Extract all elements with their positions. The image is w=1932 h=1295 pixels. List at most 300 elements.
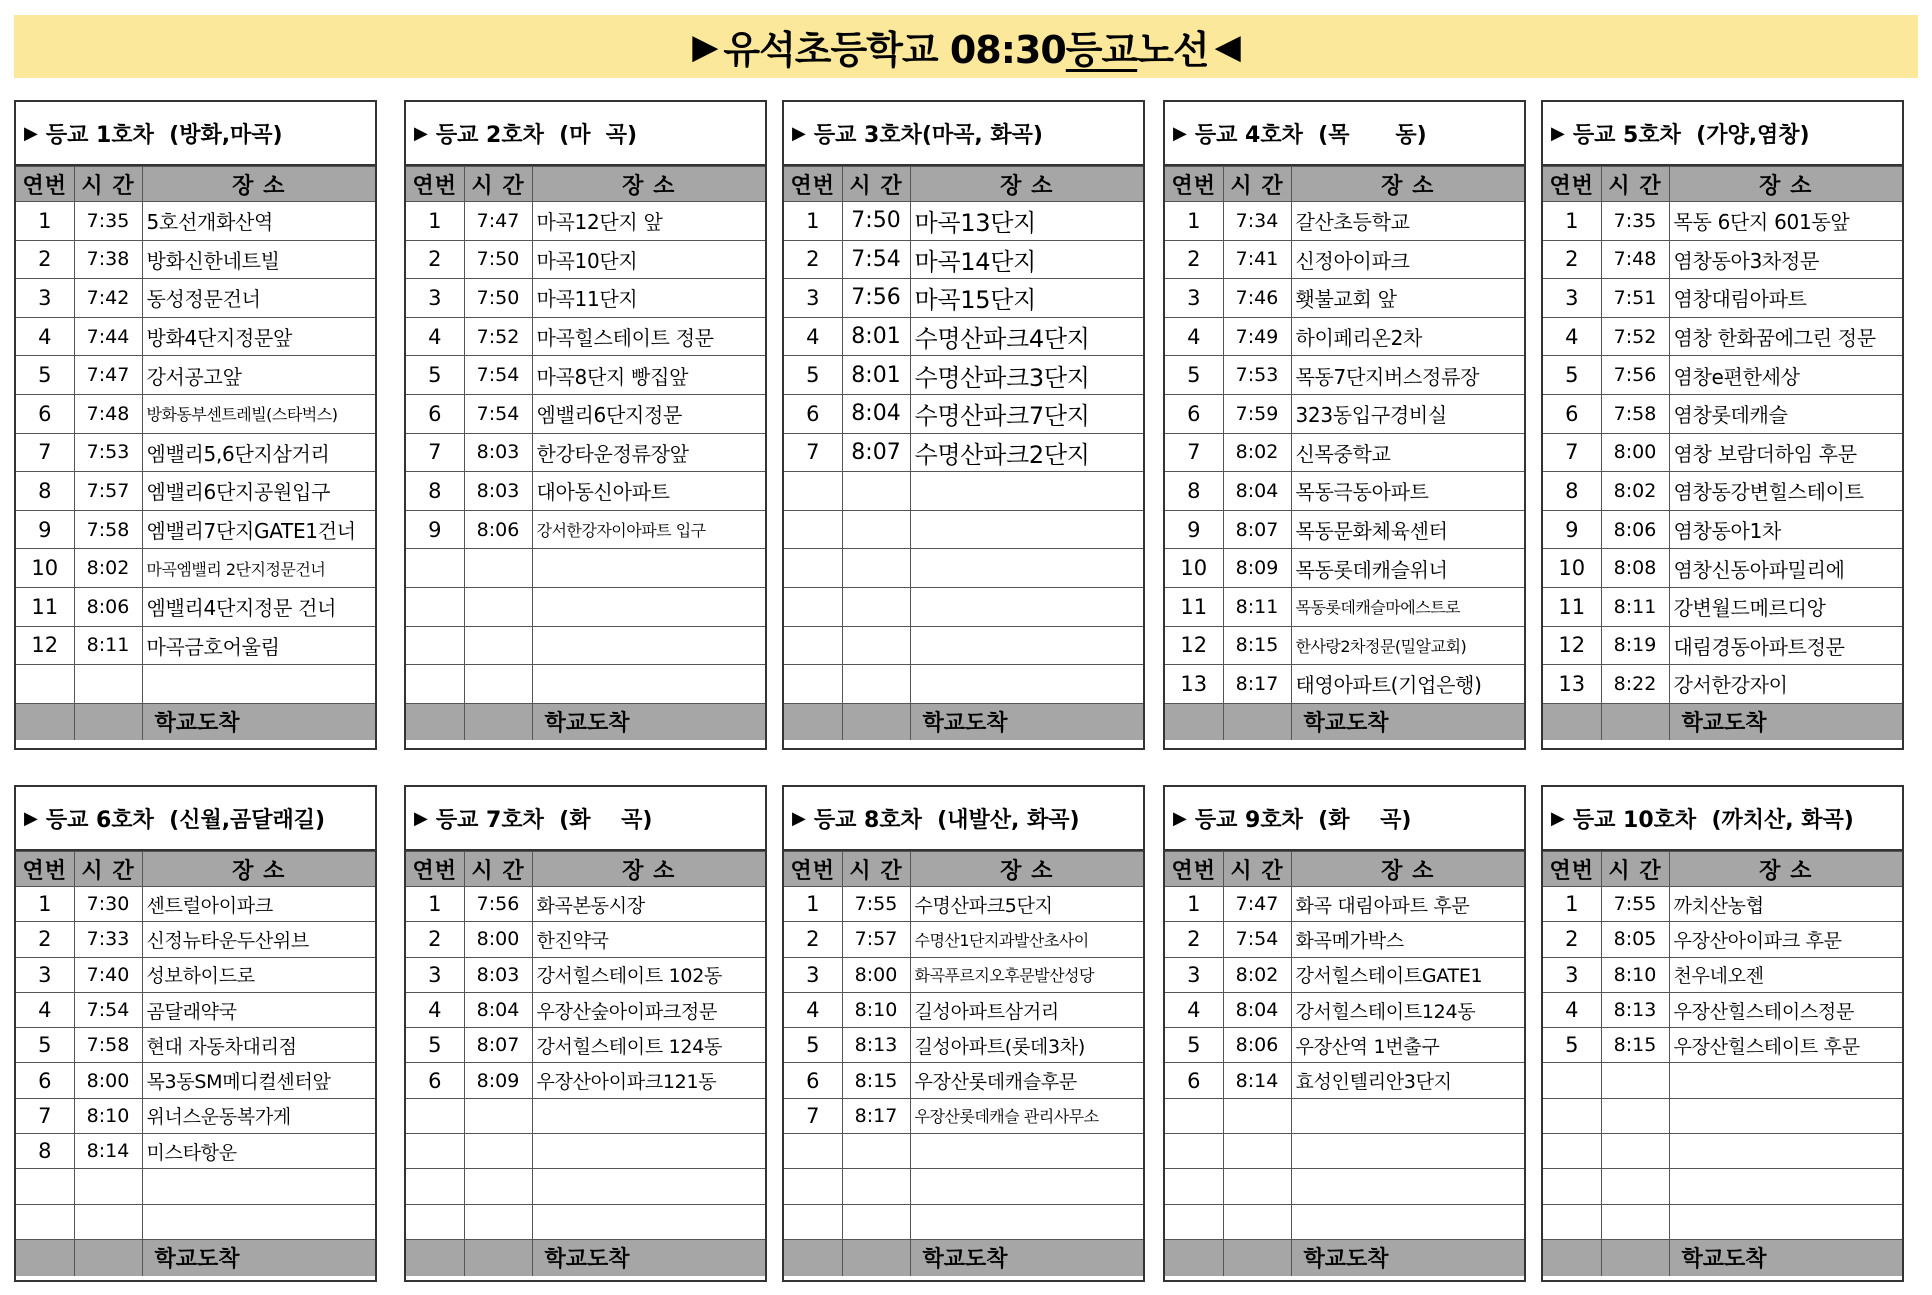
triangle-icon: ▶	[1173, 122, 1187, 144]
cell-time: 7:35	[1601, 202, 1669, 241]
cell-place	[910, 665, 1143, 704]
cell-no: 2	[784, 240, 842, 279]
cell-no: 10	[1543, 549, 1601, 588]
cell-place: 갈산초등학교	[1291, 202, 1524, 241]
cell-no: 11	[1165, 587, 1223, 626]
cell-no: 6	[16, 1063, 74, 1098]
table-row	[1543, 433, 1902, 472]
cell-place: 까치산농협	[1669, 887, 1902, 922]
cell-time: 8:00	[464, 922, 532, 957]
cell-no	[784, 626, 842, 665]
cell-place	[1291, 1204, 1524, 1239]
cell-no: 3	[16, 957, 74, 992]
footer-blank	[1223, 1239, 1291, 1276]
cell-no: 1	[1543, 887, 1601, 922]
cell-time: 7:56	[842, 279, 910, 318]
table-row	[784, 317, 1143, 356]
footer-blank	[1601, 1239, 1669, 1276]
table-row	[406, 1204, 765, 1239]
cell-no	[784, 472, 842, 511]
cell-no: 1	[1543, 202, 1601, 241]
cell-time: 7:47	[74, 356, 142, 395]
cell-time: 8:00	[1601, 433, 1669, 472]
cell-place: 엠밸리4단지정문 건너	[142, 587, 375, 626]
cell-place: 강서힐스테이트 102동	[532, 957, 765, 992]
footer-blank	[74, 703, 142, 740]
table-row	[1165, 1098, 1524, 1133]
footer-blank	[784, 703, 842, 740]
cell-time: 7:50	[842, 202, 910, 241]
cell-time	[1223, 1169, 1291, 1204]
table-row	[406, 922, 765, 957]
route-table-1	[14, 100, 377, 750]
cell-place	[910, 510, 1143, 549]
table-row	[406, 240, 765, 279]
table-row	[1165, 202, 1524, 241]
table-row	[406, 1169, 765, 1204]
cell-place: 우장산힐스테이스정문	[1669, 992, 1902, 1027]
route-title	[784, 102, 1143, 166]
cell-time	[464, 1169, 532, 1204]
cell-place	[910, 587, 1143, 626]
schedule-table	[784, 851, 1143, 1276]
cell-time: 7:58	[74, 1028, 142, 1063]
route-title-text: 등교 8호차 (내발산, 화곡)	[813, 807, 1080, 833]
cell-no: 9	[406, 510, 464, 549]
cell-time	[1601, 1098, 1669, 1133]
cell-no	[784, 1204, 842, 1239]
table-row	[16, 1204, 375, 1239]
header-place: 장 소	[910, 167, 1143, 202]
table-row	[1165, 626, 1524, 665]
table-row	[784, 356, 1143, 395]
cell-time: 7:58	[74, 510, 142, 549]
cell-no: 3	[784, 957, 842, 992]
cell-place: 성보하이드로	[142, 957, 375, 992]
cell-no: 6	[784, 394, 842, 433]
cell-place: 수명산파크7단지	[910, 394, 1143, 433]
cell-place: 방화4단지정문앞	[142, 317, 375, 356]
cell-place: 염창 한화꿈에그린 정문	[1669, 317, 1902, 356]
cell-place	[142, 665, 375, 704]
table-row	[784, 922, 1143, 957]
cell-time: 8:04	[1223, 992, 1291, 1027]
cell-no: 7	[784, 1098, 842, 1133]
left-triangle-icon: ◀	[1214, 26, 1240, 67]
cell-time: 8:13	[842, 1028, 910, 1063]
table-row	[1543, 1063, 1902, 1098]
cell-place: 신정뉴타운두산위브	[142, 922, 375, 957]
table-row	[16, 472, 375, 511]
table-row	[16, 922, 375, 957]
cell-no: 3	[1165, 279, 1223, 318]
header-time: 시 간	[1601, 167, 1669, 202]
cell-place: 강서힐스테이트 124동	[532, 1028, 765, 1063]
cell-no: 2	[1165, 922, 1223, 957]
cell-place: 염창동강변힐스테이트	[1669, 472, 1902, 511]
header-place: 장 소	[1669, 852, 1902, 887]
header-place: 장 소	[532, 167, 765, 202]
school-arrival-label: 학교도착	[910, 1239, 1143, 1276]
cell-no	[406, 665, 464, 704]
cell-time: 8:09	[464, 1063, 532, 1098]
table-row	[1543, 1028, 1902, 1063]
route-title-text: 등교 3호차(마곡, 화곡)	[813, 122, 1043, 148]
cell-time: 8:03	[464, 957, 532, 992]
table-row	[784, 279, 1143, 318]
cell-time: 8:11	[74, 626, 142, 665]
table-row	[16, 202, 375, 241]
cell-time	[842, 510, 910, 549]
cell-no: 2	[1543, 922, 1601, 957]
table-row	[406, 626, 765, 665]
cell-time: 7:47	[1223, 887, 1291, 922]
cell-place: 하이페리온2차	[1291, 317, 1524, 356]
table-row	[16, 433, 375, 472]
table-row	[1165, 992, 1524, 1027]
cell-time	[842, 549, 910, 588]
cell-place: 마곡15단지	[910, 279, 1143, 318]
table-row	[406, 887, 765, 922]
cell-place: 마곡11단지	[532, 279, 765, 318]
cell-place: 목동극동아파트	[1291, 472, 1524, 511]
cell-place	[532, 1134, 765, 1169]
table-row	[406, 1063, 765, 1098]
cell-place	[532, 1204, 765, 1239]
triangle-icon: ▶	[1173, 807, 1187, 829]
cell-place: 목동문화체육센터	[1291, 510, 1524, 549]
footer-blank	[16, 1239, 74, 1276]
cell-time: 8:11	[1601, 587, 1669, 626]
cell-place: 방화신한네트빌	[142, 240, 375, 279]
cell-place: 태영아파트(기업은행)	[1291, 665, 1524, 704]
cell-time: 7:50	[464, 240, 532, 279]
schedule-table	[1543, 166, 1902, 740]
cell-place: 우장산역 1번출구	[1291, 1028, 1524, 1063]
cell-no: 8	[1543, 472, 1601, 511]
header-time: 시 간	[1601, 852, 1669, 887]
table-row	[1165, 433, 1524, 472]
header-no: 연번	[1543, 852, 1601, 887]
cell-no	[784, 510, 842, 549]
cell-place: 수명산1단지과발산초사이	[910, 922, 1143, 957]
cell-no: 7	[1165, 433, 1223, 472]
cell-no: 5	[784, 356, 842, 395]
cell-place: 수명산파크2단지	[910, 433, 1143, 472]
cell-no: 11	[16, 587, 74, 626]
table-row	[784, 626, 1143, 665]
cell-time	[842, 1169, 910, 1204]
cell-place	[1669, 1063, 1902, 1098]
cell-place: 대아동신아파트	[532, 472, 765, 511]
table-row	[16, 394, 375, 433]
cell-place: 엠밸리6단지정문	[532, 394, 765, 433]
cell-time: 7:58	[1601, 394, 1669, 433]
cell-no: 4	[1543, 317, 1601, 356]
cell-place: 신정아이파크	[1291, 240, 1524, 279]
route-title	[1165, 102, 1524, 166]
cell-no: 4	[784, 317, 842, 356]
table-row	[16, 240, 375, 279]
page-title	[14, 15, 1918, 78]
header-time: 시 간	[842, 167, 910, 202]
cell-place	[532, 587, 765, 626]
cell-place	[910, 549, 1143, 588]
cell-no: 9	[1165, 510, 1223, 549]
table-row	[16, 665, 375, 704]
triangle-icon: ▶	[414, 807, 428, 829]
cell-no	[1543, 1204, 1601, 1239]
footer-blank	[842, 1239, 910, 1276]
cell-no	[16, 1204, 74, 1239]
cell-place	[1669, 1204, 1902, 1239]
school-arrival-label: 학교도착	[142, 1239, 375, 1276]
cell-place	[532, 626, 765, 665]
cell-no: 8	[1165, 472, 1223, 511]
cell-place: 현대 자동차대리점	[142, 1028, 375, 1063]
cell-place: 강서한강자이아파트 입구	[532, 510, 765, 549]
cell-no: 3	[16, 279, 74, 318]
cell-time	[1601, 1169, 1669, 1204]
route-title	[16, 102, 375, 166]
cell-time: 7:57	[74, 472, 142, 511]
route-title-text: 등교 6호차 (신월,곰달래길)	[45, 807, 326, 833]
page-title-underlined: 등교	[1065, 28, 1138, 72]
cell-time	[74, 1169, 142, 1204]
cell-time: 7:51	[1601, 279, 1669, 318]
cell-time: 8:09	[1223, 549, 1291, 588]
cell-no: 12	[1165, 626, 1223, 665]
school-arrival-label: 학교도착	[1669, 1239, 1902, 1276]
table-row	[16, 356, 375, 395]
cell-place: 수명산파크5단지	[910, 887, 1143, 922]
schedule-table	[1165, 851, 1524, 1276]
table-row	[16, 279, 375, 318]
cell-time: 8:05	[1601, 922, 1669, 957]
cell-no	[1165, 1134, 1223, 1169]
table-row	[406, 317, 765, 356]
cell-time: 8:15	[842, 1063, 910, 1098]
cell-no: 4	[406, 992, 464, 1027]
table-row	[784, 202, 1143, 241]
cell-no	[784, 587, 842, 626]
table-row	[406, 433, 765, 472]
cell-time: 7:54	[464, 356, 532, 395]
cell-time: 7:44	[74, 317, 142, 356]
cell-time: 7:47	[464, 202, 532, 241]
cell-time	[1223, 1204, 1291, 1239]
cell-no: 5	[1543, 1028, 1601, 1063]
cell-no: 9	[1543, 510, 1601, 549]
cell-place	[910, 472, 1143, 511]
cell-place: 한진약국	[532, 922, 765, 957]
cell-place	[532, 665, 765, 704]
footer-blank	[784, 1239, 842, 1276]
footer-blank	[1601, 703, 1669, 740]
route-title	[406, 787, 765, 851]
cell-time: 8:07	[842, 433, 910, 472]
triangle-icon: ▶	[1551, 122, 1565, 144]
footer-blank	[406, 1239, 464, 1276]
cell-time: 8:03	[464, 433, 532, 472]
route-table-4	[1163, 100, 1526, 750]
table-row	[784, 587, 1143, 626]
cell-no	[1543, 1063, 1601, 1098]
footer-blank	[406, 703, 464, 740]
cell-place: 한사랑2차정문(밀알교회)	[1291, 626, 1524, 665]
cell-time: 7:34	[1223, 202, 1291, 241]
cell-place	[910, 1204, 1143, 1239]
cell-time: 7:40	[74, 957, 142, 992]
cell-time	[1223, 1134, 1291, 1169]
table-row	[16, 992, 375, 1027]
table-row	[784, 887, 1143, 922]
cell-time	[464, 1134, 532, 1169]
table-row	[16, 510, 375, 549]
table-row	[1165, 665, 1524, 704]
table-row	[16, 1063, 375, 1098]
cell-place: 목동롯데캐슬위너	[1291, 549, 1524, 588]
cell-no: 8	[16, 472, 74, 511]
cell-time: 8:13	[1601, 992, 1669, 1027]
cell-time: 8:17	[842, 1098, 910, 1133]
table-row	[784, 1028, 1143, 1063]
cell-time	[464, 549, 532, 588]
cell-place: 염창신동아파밀리에	[1669, 549, 1902, 588]
table-row	[784, 394, 1143, 433]
footer-blank	[842, 703, 910, 740]
table-row	[406, 1098, 765, 1133]
table-row	[1543, 240, 1902, 279]
cell-no: 6	[1165, 1063, 1223, 1098]
cell-place: 마곡엠밸리 2단지정문건너	[142, 549, 375, 588]
cell-place	[142, 1204, 375, 1239]
route-table-7	[404, 785, 767, 1282]
cell-no: 4	[1165, 317, 1223, 356]
cell-place	[910, 1134, 1143, 1169]
cell-time: 7:59	[1223, 394, 1291, 433]
cell-place	[1669, 1134, 1902, 1169]
cell-no: 3	[406, 279, 464, 318]
table-row	[1165, 510, 1524, 549]
cell-place: 곰달래약국	[142, 992, 375, 1027]
table-row	[784, 992, 1143, 1027]
table-row	[1165, 1063, 1524, 1098]
cell-time	[1601, 1063, 1669, 1098]
cell-time: 7:56	[1601, 356, 1669, 395]
cell-no: 8	[406, 472, 464, 511]
table-row	[406, 957, 765, 992]
cell-place: 마곡힐스테이트 정문	[532, 317, 765, 356]
cell-time: 8:11	[1223, 587, 1291, 626]
cell-no	[406, 626, 464, 665]
table-row	[1543, 510, 1902, 549]
cell-place: 목동7단지버스정류장	[1291, 356, 1524, 395]
cell-place: 센트럴아이파크	[142, 887, 375, 922]
cell-time: 7:54	[842, 240, 910, 279]
table-row	[784, 957, 1143, 992]
cell-place: 우장산롯데캐슬 관리사무소	[910, 1098, 1143, 1133]
cell-no: 2	[1543, 240, 1601, 279]
cell-no	[406, 1134, 464, 1169]
table-row	[16, 587, 375, 626]
school-arrival-label: 학교도착	[910, 703, 1143, 740]
cell-no: 1	[784, 202, 842, 241]
cell-no: 1	[784, 887, 842, 922]
cell-no: 3	[1543, 957, 1601, 992]
cell-no: 11	[1543, 587, 1601, 626]
cell-place	[532, 549, 765, 588]
cell-no: 6	[1165, 394, 1223, 433]
header-place: 장 소	[532, 852, 765, 887]
cell-place: 염창롯데캐슬	[1669, 394, 1902, 433]
cell-place: 한강타운정류장앞	[532, 433, 765, 472]
table-row	[1543, 992, 1902, 1027]
cell-place: 강변월드메르디앙	[1669, 587, 1902, 626]
table-row	[1543, 1134, 1902, 1169]
school-arrival-label: 학교도착	[1291, 1239, 1524, 1276]
table-row	[1165, 922, 1524, 957]
cell-no: 5	[784, 1028, 842, 1063]
table-row	[406, 665, 765, 704]
cell-time: 8:15	[1601, 1028, 1669, 1063]
cell-no: 5	[1165, 356, 1223, 395]
table-row	[1165, 887, 1524, 922]
schedule-table	[406, 851, 765, 1276]
table-row	[784, 1063, 1143, 1098]
cell-place: 우장산아이파크 후문	[1669, 922, 1902, 957]
cell-time	[842, 1204, 910, 1239]
cell-no: 2	[784, 922, 842, 957]
header-time: 시 간	[464, 167, 532, 202]
cell-no: 6	[16, 394, 74, 433]
school-arrival-label: 학교도착	[532, 703, 765, 740]
cell-no: 5	[16, 1028, 74, 1063]
table-row	[1165, 240, 1524, 279]
cell-place: 우장산힐스테이트 후문	[1669, 1028, 1902, 1063]
cell-time	[464, 626, 532, 665]
cell-time: 8:00	[74, 1063, 142, 1098]
schedule-table	[1165, 166, 1524, 740]
cell-place: 수명산파크3단지	[910, 356, 1143, 395]
table-row	[406, 992, 765, 1027]
cell-no: 5	[406, 356, 464, 395]
schedule-table	[16, 851, 375, 1276]
cell-no: 5	[16, 356, 74, 395]
cell-no: 4	[16, 317, 74, 356]
table-row	[1543, 549, 1902, 588]
cell-no: 3	[406, 957, 464, 992]
cell-time: 8:07	[1223, 510, 1291, 549]
schedule-table	[406, 166, 765, 740]
cell-no: 7	[1543, 433, 1601, 472]
cell-place: 마곡13단지	[910, 202, 1143, 241]
cell-no: 1	[16, 202, 74, 241]
table-row	[1543, 922, 1902, 957]
cell-time: 8:06	[1601, 510, 1669, 549]
cell-time: 8:14	[1223, 1063, 1291, 1098]
route-table-9	[1163, 785, 1526, 1282]
cell-place: 마곡14단지	[910, 240, 1143, 279]
cell-time	[74, 1204, 142, 1239]
cell-place	[142, 1169, 375, 1204]
cell-place: 염창e편한세상	[1669, 356, 1902, 395]
cell-no: 4	[1543, 992, 1601, 1027]
route-title-text: 등교 1호차 (방화,마곡)	[45, 122, 283, 148]
cell-time	[464, 1204, 532, 1239]
cell-time	[1601, 1204, 1669, 1239]
cell-time: 7:35	[74, 202, 142, 241]
